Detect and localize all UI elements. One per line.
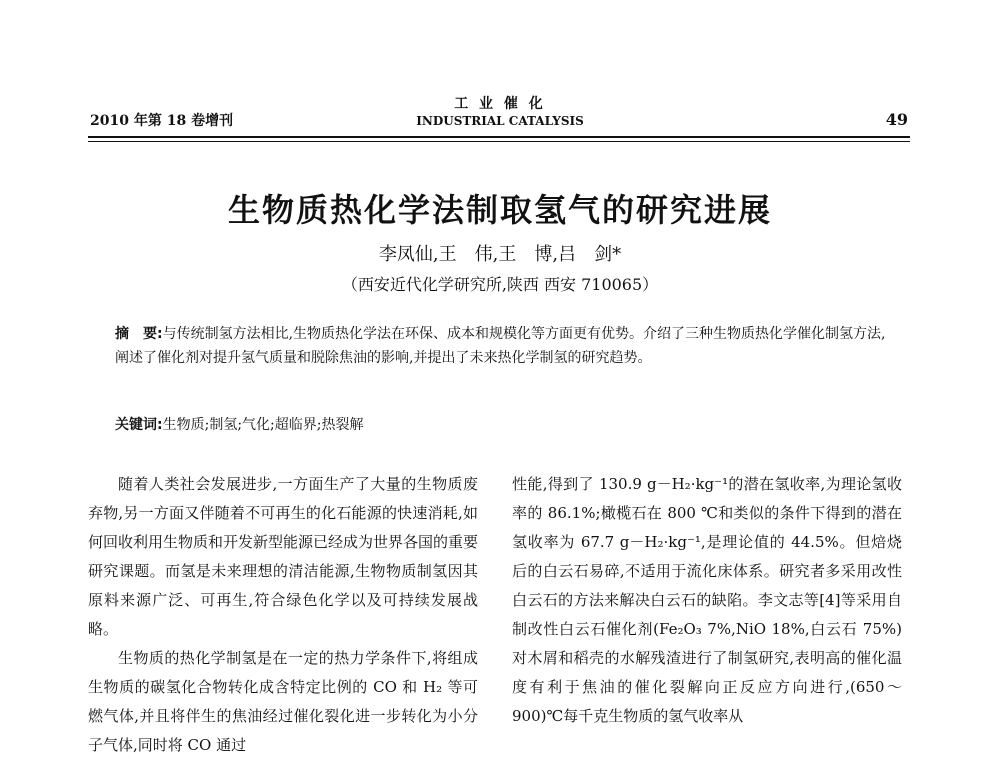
keywords-label: 关键词: xyxy=(115,417,163,433)
keywords-text: 生物质;制氢;气化;超临界;热裂解 xyxy=(162,417,364,433)
article-authors: 李凤仙,王 伟,王 博,吕 剑* xyxy=(378,244,622,265)
article-affiliation: （西安近代化学研究所,陕西 西安 710065） xyxy=(341,275,659,294)
abstract-label: 摘 要: xyxy=(115,326,163,342)
journal-title-cn: 工 业 催 化 xyxy=(454,96,546,112)
page-number: 49 xyxy=(885,110,908,129)
body-paragraph: 生物质的热化学制氢是在一定的热力学条件下,将组成生物质的碳氢化合物转化成含特定比例的 CO 和 H₂ 等可燃气体,并且将伴生的焦油经过催化裂化进一步转化为小分子气体,同时将 CO 通过 xyxy=(88,649,478,754)
header-journal xyxy=(380,93,620,128)
header-issue: 2010 年第 18 卷增刊 xyxy=(90,113,234,129)
body-column-left xyxy=(88,470,478,760)
article-title: 生物质热化学法制取氢气的研究进展 xyxy=(227,191,772,229)
keywords xyxy=(115,413,890,437)
header-rule-thick xyxy=(88,136,910,138)
abstract-text: 与传统制氢方法相比,生物质热化学法在环保、成本和规模化等方面更有优势。介绍了三种生物质热化学催化制氢方法,阐述了催化剂对提升氢气质量和脱除焦油的影响,并提出了未来热化学制氢的研究趋势。 xyxy=(115,326,886,366)
journal-title-en: INDUSTRIAL CATALYSIS xyxy=(416,114,584,128)
header-rule-thin xyxy=(88,141,910,142)
body-column-right xyxy=(512,470,902,731)
body-paragraph: 性能,得到了 130.9 g－H₂·kg⁻¹的潜在氢收率,为理论氢收率的 86.1%;橄榄石在 800 ℃和类似的条件下得到的潜在氢收率为 67.7 g－H₂·kg⁻¹,是理论值的 44.5%。但焙烧后的白云石易碎,不适用于流化床体系。研究者多采用改性白云石的方法来解决白云石的缺陷。李文志等[4]等采用自制改性白云石催化剂(Fe₂O₃ 7%,NiO 18%,白云石 75%)对木屑和稻壳的水解残渣进行了制氢研究,表明高的催化温度有利于焦油的催化裂解向正反应方向进行,(650～900)℃每千克生物质的氢气收率从 xyxy=(512,475,902,725)
body-paragraph: 随着人类社会发展进步,一方面生产了大量的生物质废弃物,另一方面又伴随着不可再生的化石能源的快速消耗,如何回收利用生物质和开发新型能源已经成为世界各国的重要研究课题。而氢是未来理想的清洁能源,生物物质制氢因其原料来源广泛、可再生,符合绿色化学以及可持续发展战略。 xyxy=(88,475,479,638)
abstract xyxy=(115,322,890,370)
